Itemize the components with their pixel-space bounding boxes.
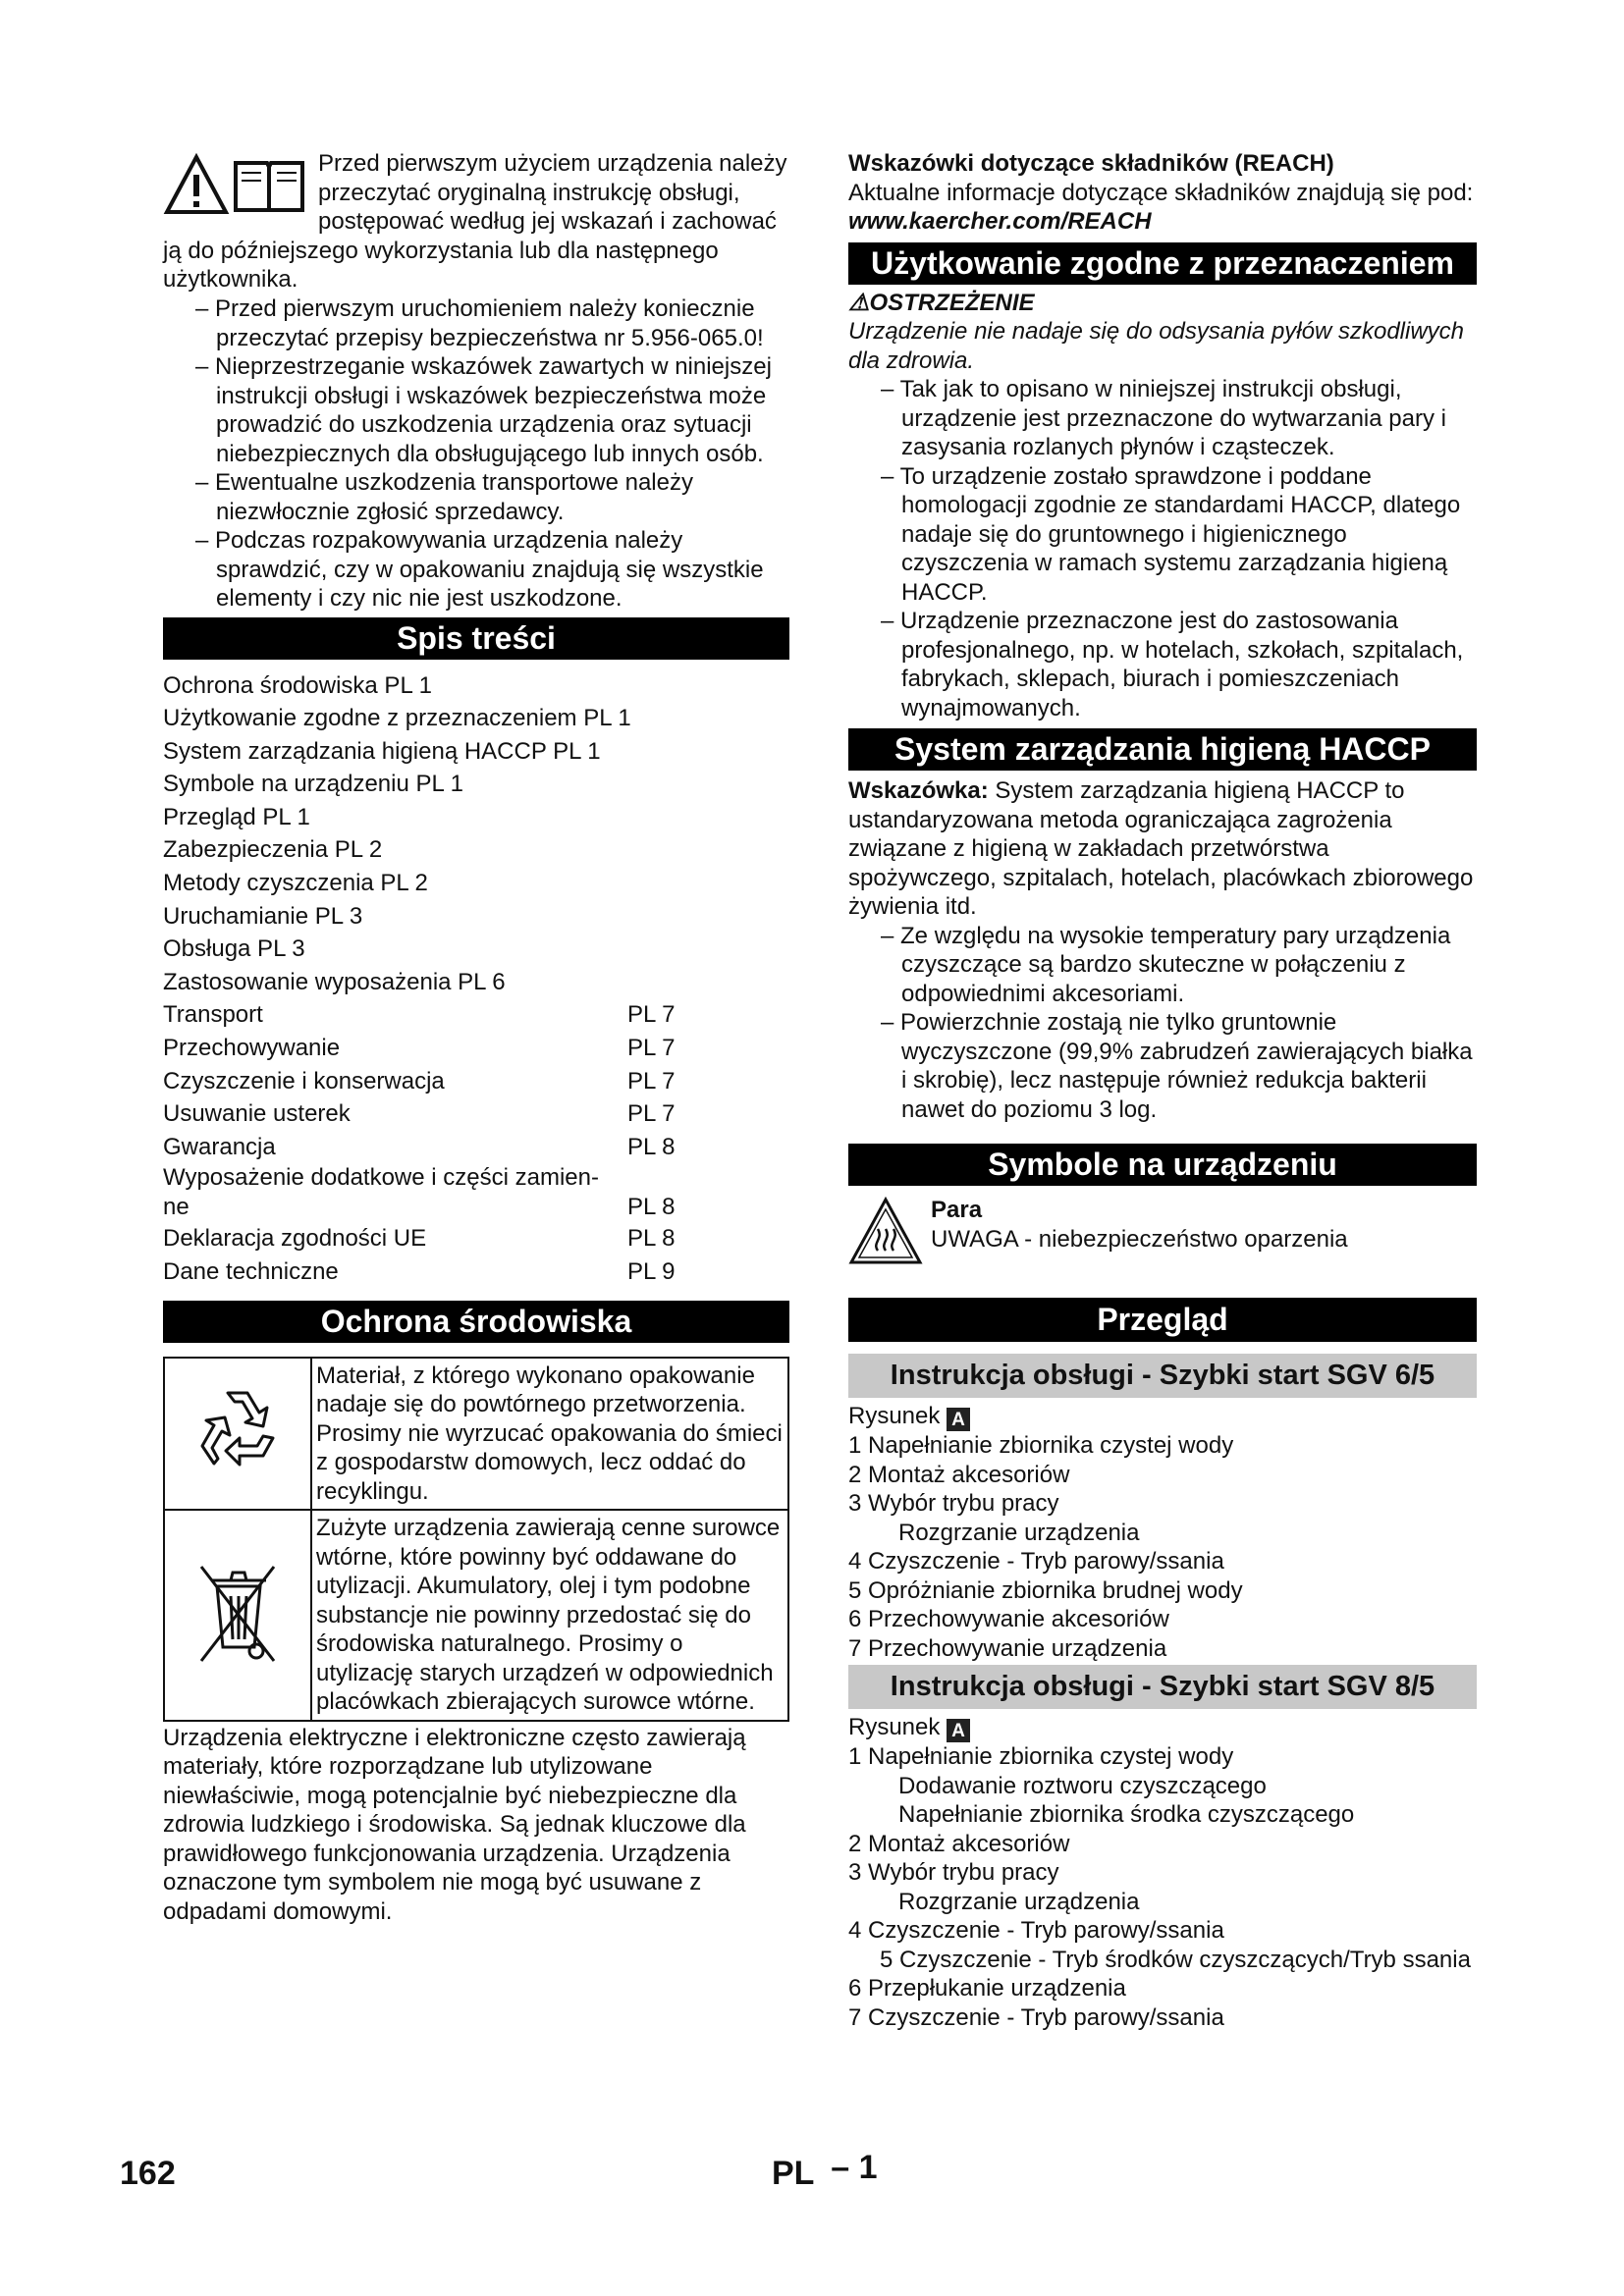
haccp-note-text: System zarządzania higieną HACCP to ustandaryzowana metoda ograniczająca zagrożenia związane z higieną w zakładach przetwórstwa spożywczego, szpitalach, hotelach, placówkach zbiorowego żywienia itd. bbox=[848, 777, 1474, 920]
toc-page: PL 7 bbox=[627, 1067, 676, 1095]
toc-entry[interactable] bbox=[163, 998, 789, 1032]
use-bullet: – Urządzenie przeznaczone jest do zastosowania profesjonalnego, np. w hotelach, szkołach, szpitalach, fabrykach, sklepach, biurach i pomieszczeniach wynajmowanych. bbox=[881, 608, 1464, 721]
list-item: Rozgrzanie urządzenia bbox=[898, 1519, 1140, 1546]
figure-letter: A bbox=[947, 1719, 970, 1742]
environment-text: Urządzenia elektryczne i elektroniczne często zawierają materiały, które rozporządzane lub utylizowane niewłaściwie, mogą potencjalnie być niebezpieczne dla zdrowia ludzkiego i środowiska. Są jednak kluczowe dla prawidłowego funkcjonowania urządzenia. Urządzenia oznaczone tym symbolem nie mogą być usuwane z odpadami domowymi. bbox=[163, 1724, 746, 1925]
list-item: 4 Czyszczenie - Tryb parowy/ssania bbox=[848, 1917, 1224, 1944]
haccp-bullet: – Powierzchnie zostają nie tylko gruntownie wyczyszczone (99,9% zabrudzeń zawierających białka i skrobię), lecz następuje również redukcja bakterii nawet do poziomu 3 log. bbox=[881, 1009, 1473, 1123]
list-item: Rozgrzanie urządzenia bbox=[898, 1888, 1140, 1915]
quickstart-sgv65-heading: Instrukcja obsługi - Szybki start SGV 6/5 bbox=[848, 1354, 1477, 1398]
toc-page: PL 7 bbox=[627, 1001, 676, 1029]
symbols-heading: Symbole na urządzeniu bbox=[848, 1144, 1477, 1186]
toc-page: PL 8 bbox=[627, 1225, 676, 1253]
list-item: Dodawanie roztworu czyszczącego bbox=[898, 1772, 1267, 1799]
warning-icon: ⚠ bbox=[848, 289, 870, 316]
toc-entry[interactable]: System zarządzania higieną HACCP PL 1 bbox=[163, 737, 601, 765]
toc-heading: Spis treści bbox=[163, 617, 789, 660]
intro-block bbox=[163, 149, 789, 294]
table-of-contents bbox=[163, 669, 789, 1289]
toc-label: Dane techniczne bbox=[163, 1258, 339, 1285]
left-column bbox=[163, 149, 789, 1926]
intro-bullet: – Nieprzestrzeganie wskazówek zawartych w niniejszej instrukcji obsługi i wskazówek bezpieczeństwa może prowadzić do uszkodzenia urządzenia oraz sytuacji niebezpiecznych dla obsługującego lub innych osób. bbox=[195, 353, 772, 467]
haccp-note-label: Wskazówka: bbox=[848, 777, 989, 804]
hot-steam-warning-icon bbox=[848, 1196, 931, 1280]
toc-entry[interactable] bbox=[163, 1032, 789, 1065]
list-item: 2 Montaż akcesoriów bbox=[848, 1461, 1070, 1488]
symbol-row bbox=[848, 1196, 1477, 1280]
list-item: 3 Wybór trybu pracy bbox=[848, 1490, 1059, 1517]
warning-line bbox=[848, 289, 1477, 318]
toc-entry[interactable]: Użytkowanie zgodne z przeznaczeniem PL 1 bbox=[163, 705, 631, 732]
page-number: 162 bbox=[120, 2155, 176, 2192]
toc-entry[interactable] bbox=[163, 1131, 789, 1164]
toc-entry[interactable] bbox=[163, 1255, 789, 1289]
intro-bullet: – Podczas rozpakowywania urządzenia należy sprawdzić, czy w opakowaniu znajdują się wszystkie elementy i czy nic nie jest uszkodzone. bbox=[195, 527, 764, 612]
toc-page: PL 7 bbox=[627, 1100, 676, 1128]
haccp-heading: System zarządzania higieną HACCP bbox=[848, 728, 1477, 771]
toc-entry[interactable]: Ochrona środowiska PL 1 bbox=[163, 671, 432, 699]
use-bullet: – To urządzenie zostało sprawdzone i poddane homologacji zgodnie ze standardami HACCP, dlatego nadaje się do gruntownego i higienicznego czyszczenia w ramach systemu zarządzania higieną HACCP. bbox=[881, 462, 1461, 606]
overview-heading: Przegląd bbox=[848, 1298, 1477, 1342]
figure-ref bbox=[848, 1713, 1477, 1742]
toc-page: PL 7 bbox=[627, 1035, 676, 1062]
toc-entry[interactable]: Zabezpieczenia PL 2 bbox=[163, 836, 383, 864]
toc-label: Przechowywanie bbox=[163, 1035, 341, 1062]
toc-entry[interactable]: Zastosowanie wyposażenia PL 6 bbox=[163, 968, 506, 995]
intro-text: Przed pierwszym użyciem urządzenia należy przeczytać oryginalną instrukcję obsługi, postępować według jej wskazań i zachować ją do późniejszego wykorzystania lub dla następnego użytkownika. bbox=[163, 150, 787, 293]
toc-entry[interactable]: Metody czyszczenia PL 2 bbox=[163, 870, 428, 897]
environment-heading: Ochrona środowiska bbox=[163, 1301, 789, 1343]
reach-text: Aktualne informacje dotyczące składników znajdują się pod: bbox=[848, 179, 1474, 206]
list-item: 4 Czyszczenie - Tryb parowy/ssania bbox=[848, 1548, 1224, 1575]
toc-entry[interactable]: Przegląd PL 1 bbox=[163, 803, 310, 830]
recycle-icon bbox=[164, 1358, 311, 1511]
warning-manual-icon bbox=[163, 151, 310, 218]
warning-text: Urządzenie nie nadaje się do odsysania pyłów szkodliwych dla zdrowia. bbox=[848, 318, 1465, 374]
toc-entry-wrap[interactable]: Wyposażenie dodatkowe i części zamien- bbox=[163, 1164, 599, 1192]
toc-entry[interactable] bbox=[163, 1193, 789, 1222]
list-item: 3 Wybór trybu pracy bbox=[848, 1859, 1059, 1886]
toc-entry[interactable] bbox=[163, 1065, 789, 1098]
intended-use-heading: Użytkowanie zgodne z przeznaczeniem bbox=[848, 242, 1477, 285]
list-item: 1 Napełnianie zbiornika czystej wody bbox=[848, 1743, 1234, 1770]
figure-label: Rysunek bbox=[848, 1714, 941, 1740]
table-row bbox=[164, 1510, 788, 1721]
page-code-label: PL bbox=[772, 2155, 814, 2192]
intro-bullet: – Przed pierwszym uruchomieniem należy koniecznie przeczytać przepisy bezpieczeństwa nr 5.956-065.0! bbox=[195, 295, 764, 351]
symbol-text: UWAGA - niebezpieczeństwo oparzenia bbox=[931, 1225, 1348, 1253]
list-item: 5 Czyszczenie - Tryb środków czyszczących/Tryb ssania bbox=[880, 1946, 1471, 1973]
symbol-name: Para bbox=[931, 1197, 983, 1223]
intro-bullets bbox=[163, 294, 789, 614]
intro-bullet: – Ewentualne uszkodzenia transportowe należy niezwłocznie zgłosić sprzedawcy. bbox=[195, 469, 693, 525]
right-column bbox=[848, 149, 1477, 2032]
list-item: Napełnianie zbiornika środka czyszczącego bbox=[898, 1801, 1355, 1828]
haccp-bullet: – Ze względu na wysokie temperatury pary urządzenia czyszczące są bardzo skuteczne w połączeniu z odpowiednimi akcesoriami. bbox=[881, 922, 1451, 1007]
page-code-number: – 1 bbox=[831, 2149, 878, 2186]
toc-entry[interactable]: Uruchamianie PL 3 bbox=[163, 902, 363, 930]
toc-page: PL 9 bbox=[627, 1258, 676, 1285]
figure-letter: A bbox=[947, 1408, 970, 1431]
haccp-note bbox=[848, 776, 1477, 922]
toc-label: ne bbox=[163, 1194, 189, 1221]
toc-entry[interactable] bbox=[163, 1222, 789, 1255]
environment-table bbox=[163, 1357, 789, 1722]
list-item: 7 Czyszczenie - Tryb parowy/ssania bbox=[848, 2003, 1224, 2031]
warning-label: OSTRZEŻENIE bbox=[869, 289, 1035, 316]
list-item: 6 Przepłukanie urządzenia bbox=[848, 1975, 1126, 2002]
toc-page: PL 8 bbox=[627, 1194, 676, 1221]
toc-label: Deklaracja zgodności UE bbox=[163, 1225, 427, 1253]
toc-label: Transport bbox=[163, 1001, 263, 1029]
toc-entry[interactable] bbox=[163, 1097, 789, 1131]
list-item: 5 Opróżnianie zbiornika brudnej wody bbox=[848, 1576, 1243, 1604]
toc-page: PL 8 bbox=[627, 1133, 676, 1160]
toc-label: Gwarancja bbox=[163, 1133, 276, 1160]
figure-ref bbox=[848, 1402, 1477, 1431]
list-item: 1 Napełnianie zbiornika czystej wody bbox=[848, 1432, 1234, 1459]
toc-label: Usuwanie usterek bbox=[163, 1100, 351, 1128]
page-code bbox=[772, 2149, 878, 2192]
reach-title: Wskazówki dotyczące składników (REACH) bbox=[848, 150, 1334, 177]
figure-label: Rysunek bbox=[848, 1403, 941, 1429]
use-bullet: – Tak jak to opisano w niniejszej instrukcji obsługi, urządzenie jest przeznaczone do wytwarzania pary i zasysania rozlanych płynów i cząsteczek. bbox=[881, 376, 1446, 460]
bin-text: Zużyte urządzenia zawierają cenne surowce wtórne, które powinny być oddawane do utylizacji. Akumulatory, olej i tym podobne substancje nie powinny przedostać się do środowiska naturalnego. Prosimy o utylizację starych urządzeń w odpowiednich placówkach zbierających surowce wtórne. bbox=[311, 1510, 788, 1721]
toc-label: Czyszczenie i konserwacja bbox=[163, 1067, 445, 1095]
reach-url[interactable]: www.kaercher.com/REACH bbox=[848, 208, 1152, 235]
recycle-text: Materiał, z którego wykonano opakowanie nadaje się do powtórnego przetworzenia. Prosimy nie wyrzucać opakowania do śmieci z gospodarstw domowych, lecz oddać do recyklingu. bbox=[311, 1358, 788, 1511]
list-item: 7 Przechowywanie urządzenia bbox=[848, 1634, 1167, 1662]
table-row bbox=[164, 1358, 788, 1511]
crossed-bin-icon bbox=[164, 1510, 311, 1721]
list-item: 6 Przechowywanie akcesoriów bbox=[848, 1606, 1169, 1632]
toc-entry[interactable]: Symbole na urządzeniu PL 1 bbox=[163, 771, 463, 798]
quickstart-sgv85-heading: Instrukcja obsługi - Szybki start SGV 8/5 bbox=[848, 1665, 1477, 1709]
toc-entry[interactable]: Obsługa PL 3 bbox=[163, 935, 305, 963]
list-item: 2 Montaż akcesoriów bbox=[848, 1830, 1070, 1857]
